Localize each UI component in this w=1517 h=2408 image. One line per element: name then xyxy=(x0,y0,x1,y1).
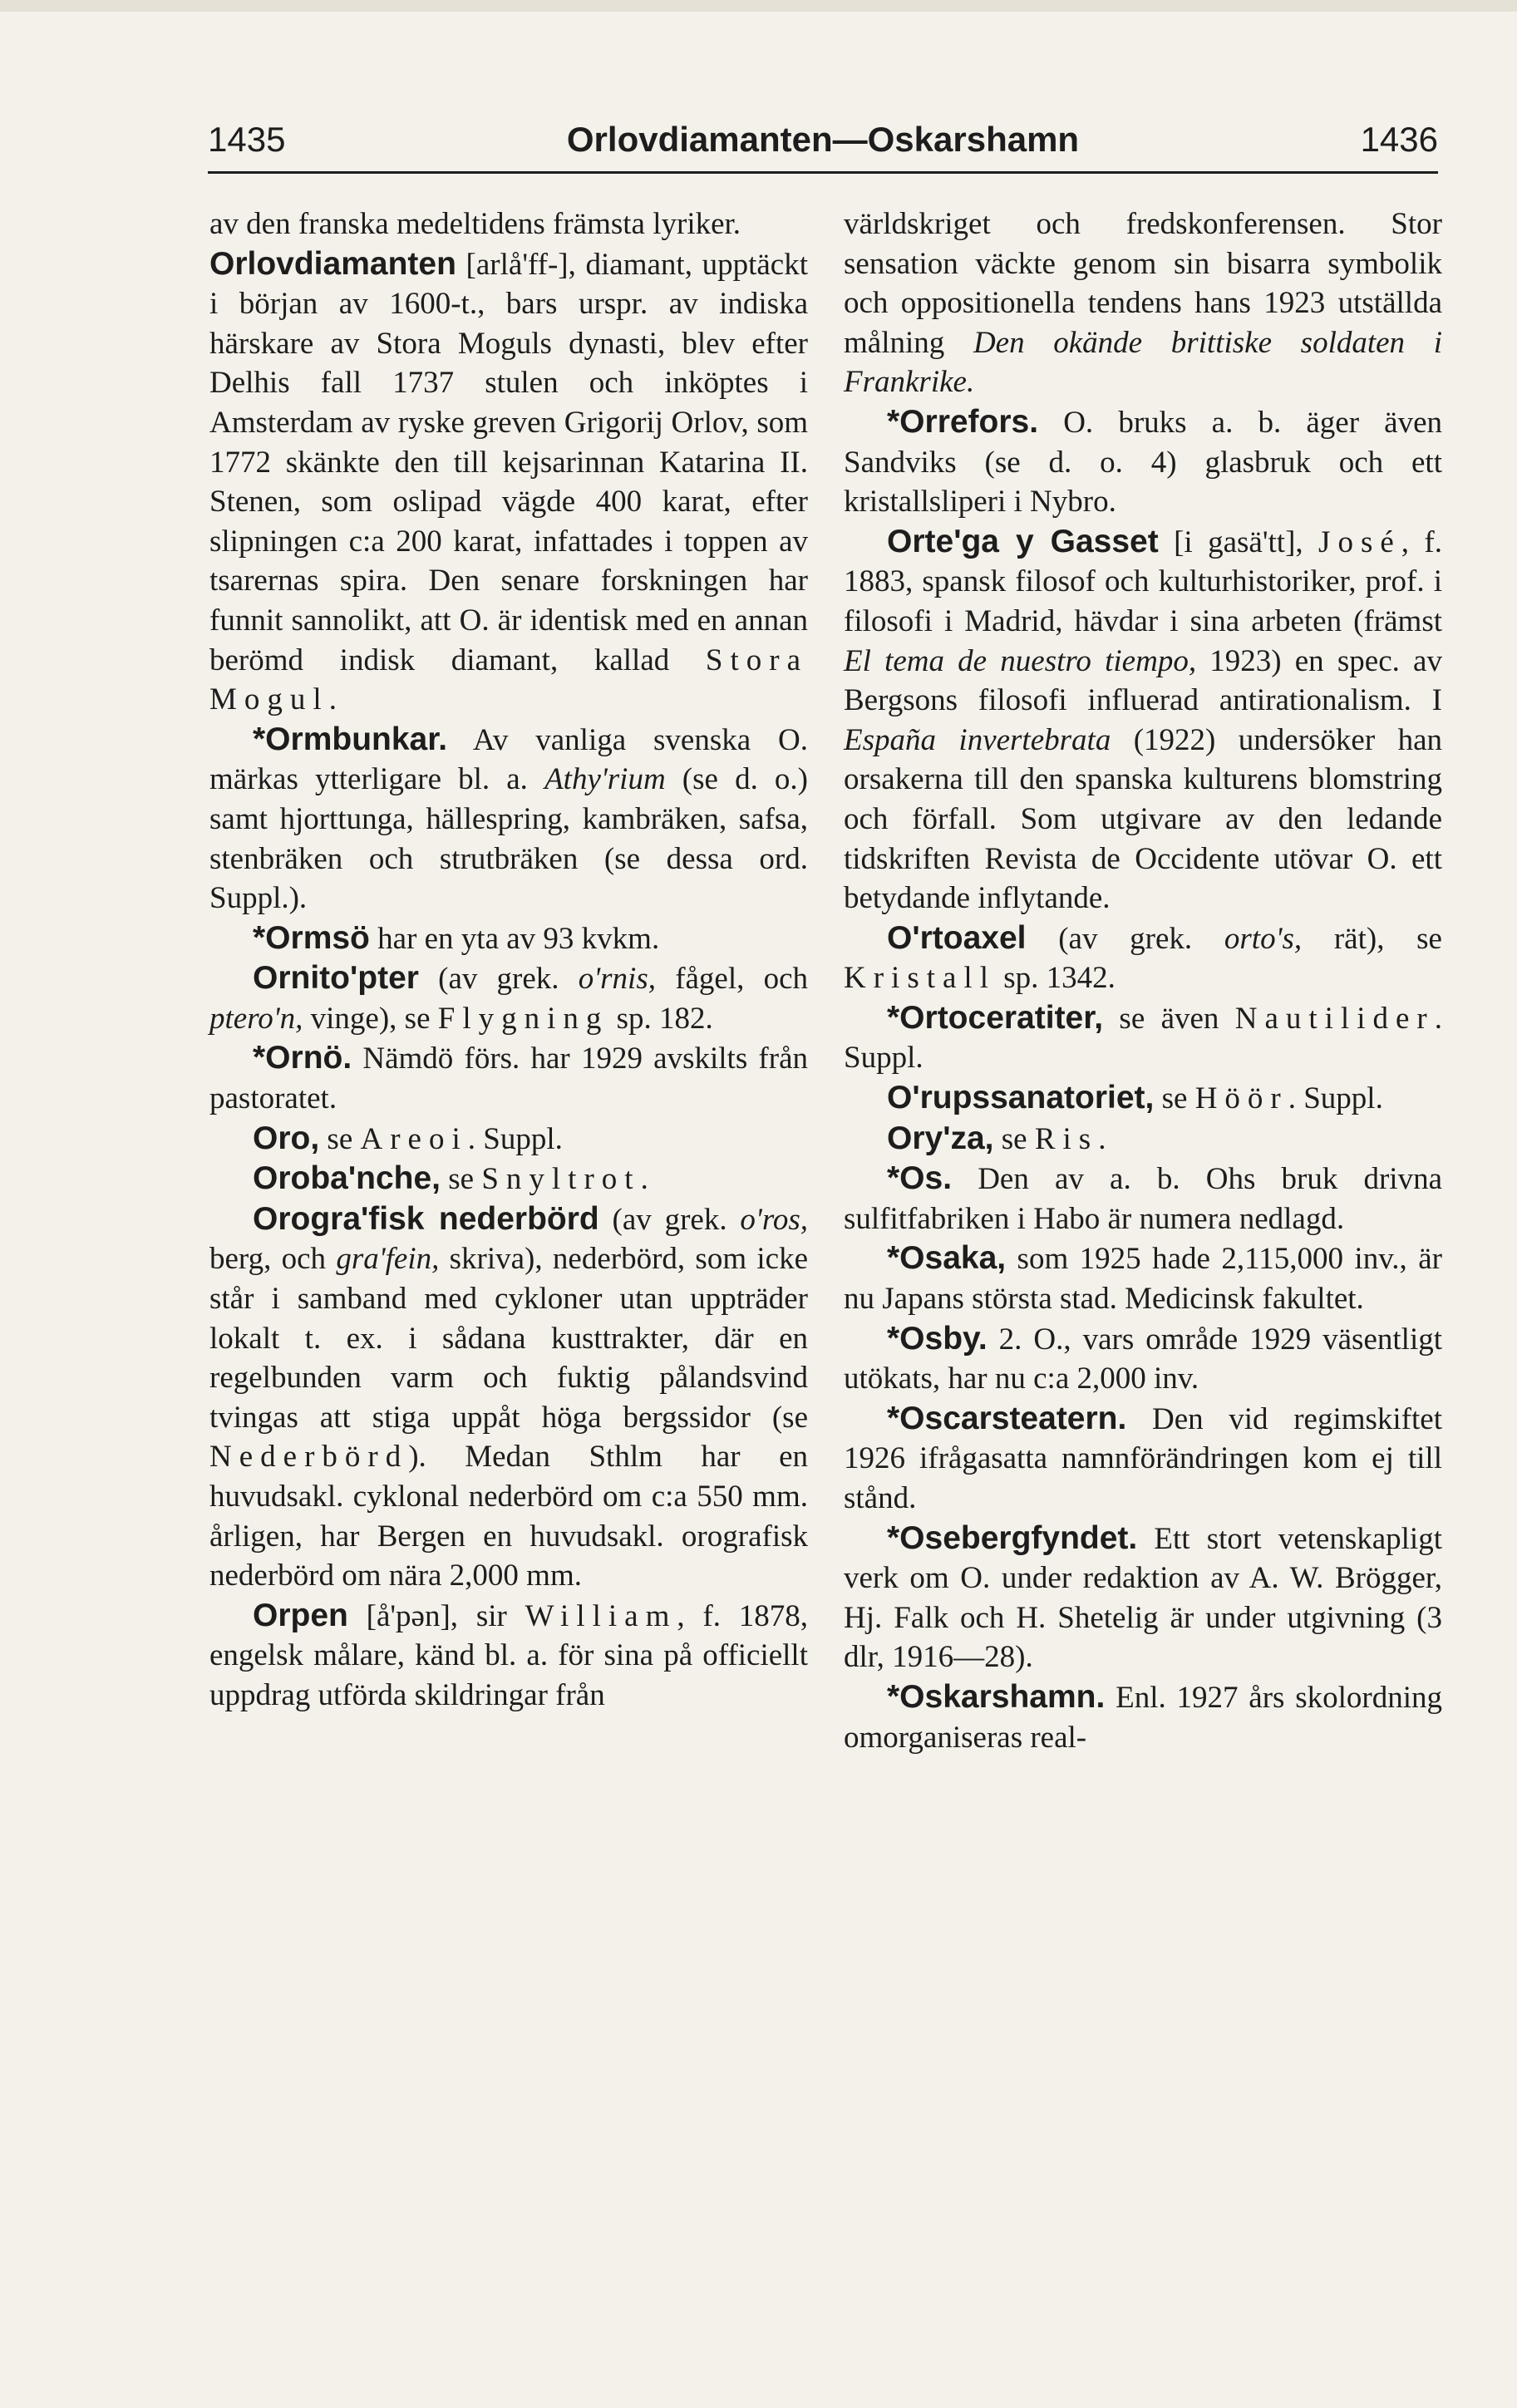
entry-oscarsteatern: *Oscarsteatern. Den vid regimskiftet 1926 ifrågasatta namnförändringen kom ej till stånd. xyxy=(844,1400,1442,1515)
entry-orpen: Orpen [å'pən], sir William, f. 1878, engelsk målare, känd bl. a. för sina på officiellt uppdrag utförda skildringar från xyxy=(209,1597,809,1712)
entry-headword: O'rupssanatoriet, xyxy=(887,1080,1155,1116)
entry-ornitopter: Ornito'pter (av grek. o'rnis, fågel, och ptero'n, vinge), se Flygning sp. 182. xyxy=(209,960,808,1036)
entry-headword: *Osby. xyxy=(887,1320,988,1357)
entry-orografisk: Orogra'fisk nederbörd (av grek. o'ros, berg, och gra'fein, skriva), nederbörd, som icke står i samband med cykloner utan uppträder lokalt t. ex. i sådana kusttrakter, där en regelbunden varm och fuktig pålandsvind tvingas att stiga uppåt höga bergssidor (se Nederbörd). Medan Sthlm har en huvudsakl. cyklonal nederbörd om c:a 550 mm. årligen, har Bergen en huvudsakl. orografisk nederbörd om nära 2,000 mm. xyxy=(209,1200,808,1593)
page-top-edge xyxy=(0,0,1517,12)
entry-headword: Orpen xyxy=(253,1597,348,1633)
entry-oskarshamn: *Oskarshamn. Enl. 1927 års skolordning omorganiseras real- xyxy=(844,1678,1442,1755)
entry-headword: *Orrefors. xyxy=(887,403,1039,440)
entry-headword: *Ormsö xyxy=(253,919,370,956)
entry-headword: Ornito'pter xyxy=(253,960,419,997)
entry-ormso: *Ormsö har en yta av 93 kvkm. xyxy=(253,919,660,956)
entry-osby: *Osby. 2. O., vars område 1929 väsentligt utökats, har nu c:a 2,000 inv. xyxy=(844,1320,1442,1396)
entry-ormbunkar: *Ormbunkar. Av vanliga svenska O. märkas ytterligare bl. a. Athy'rium (se d. o.) samt hjorttunga, hällespring, kambräken, safsa, stenbräken och strutbräken (se dessa ord. Suppl.). xyxy=(209,721,809,916)
entry-headword: *Osaka, xyxy=(887,1240,1007,1277)
entry-headword: Orlovdiamanten xyxy=(209,245,456,282)
left-column xyxy=(209,204,808,1716)
entry-headword: *Oskarshamn. xyxy=(887,1678,1106,1715)
entry-headword: *Osebergfyndet. xyxy=(887,1519,1138,1556)
entry-orlovdiamanten: Orlovdiamanten [arlå'ff-], diamant, upptäckt i början av 1600-t., bars urspr. av indiska härskare av Stora Moguls dynasti, blev efter Delhis fall 1737 stulen och inköptes i Amsterdam av ryske greven Grigorij Orlov, som 1772 skänkte den till kejsarinnan Katarina II. Stenen, som oslipad vägde 400 karat, efter slipningen c:a 200 karat, infattades i toppen av tsarernas spira. Den senare forskningen har funnit sannolikt, att O. är identisk med en annan berömd indisk diamant, kallad Stora Mogul. xyxy=(209,245,808,717)
entry-headword: Ory'za, xyxy=(887,1120,994,1156)
entry-orobanche: Oroba'nche, se Snyltrot. xyxy=(253,1160,648,1197)
entry-orupssanatoriet: O'rupssanatoriet, se Höör. Suppl. xyxy=(887,1080,1383,1116)
entry-headword: Orogra'fisk nederbörd xyxy=(253,1200,599,1237)
continued-entry: världskriget och fredskonferensen. Stor sensation väckte genom sin bisarra symbolik och oppositionella tendens hans 1923 utställda målning Den okände brittiske soldaten i Frankrike. xyxy=(844,207,1442,400)
entry-oryza: Ory'za, se Ris. xyxy=(887,1120,1106,1156)
entry-headword: *Ormbunkar. xyxy=(253,721,448,757)
continued-entry: av den franska medeltidens främsta lyriker. xyxy=(209,207,741,241)
entry-headword: *Ornö. xyxy=(253,1040,352,1076)
entry-headword: Oro, xyxy=(253,1120,320,1156)
entry-headword: Orte'ga y Gasset xyxy=(887,523,1159,559)
entry-headword: O'rtoaxel xyxy=(887,919,1027,956)
entry-orrefors: *Orrefors. O. bruks a. b. äger även Sandviks (se d. o. 4) glasbruk och ett kristallsliperi i Nybro. xyxy=(844,403,1442,520)
entry-ortega: Orte'ga y Gasset [i gasä'tt], José, f. 1883, spansk filosof och kulturhistoriker, prof. i filosofi i Madrid, hävdar i sina arbeten (främst El tema de nuestro tiempo, 1923) en spec. av Bergsons filosofi influerad antirationalism. I España invertebrata (1922) undersöker han orsakerna till den spanska kulturens blomstring och förfall. Som utgivare av den ledande tidskriften Revista de Occidente utövar O. ett betydande inflytande. xyxy=(844,523,1443,916)
header-rule xyxy=(208,171,1438,174)
page-header xyxy=(208,115,1438,165)
entry-headword: *Ortoceratiter, xyxy=(887,999,1104,1036)
page-number-left: 1435 xyxy=(208,120,286,159)
entry-oro: Oro, se Areoi. Suppl. xyxy=(253,1120,563,1156)
entry-ortoaxel: O'rtoaxel (av grek. orto's, rät), se Kristall sp. 1342. xyxy=(844,919,1442,996)
entry-orno: *Ornö. Nämdö förs. har 1929 avskilts från pastoratet. xyxy=(209,1040,808,1116)
entry-headword: *Oscarsteatern. xyxy=(887,1400,1127,1436)
entry-ortoceratiter: *Ortoceratiter, se även Nautilider. Suppl. xyxy=(844,999,1442,1076)
page-number-right: 1436 xyxy=(1360,120,1438,159)
entry-headword: *Os. xyxy=(887,1160,953,1197)
entry-os: *Os. Den av a. b. Ohs bruk drivna sulfitfabriken i Habo är numera nedlagd. xyxy=(844,1160,1442,1236)
running-title: Orlovdiamanten—Oskarshamn xyxy=(566,120,1080,159)
right-column xyxy=(844,204,1442,1757)
entry-osebergfyndet: *Osebergfyndet. Ett stort vetenskapligt verk om O. under redaktion av A. W. Brögger, Hj. Falk och H. Shetelig är under utgivning (3 dlr, 1916—28). xyxy=(844,1519,1442,1675)
entry-headword: Oroba'nche, xyxy=(253,1160,441,1197)
entry-osaka: *Osaka, som 1925 hade 2,115,000 inv., är nu Japans största stad. Medicinsk fakultet. xyxy=(844,1240,1442,1317)
